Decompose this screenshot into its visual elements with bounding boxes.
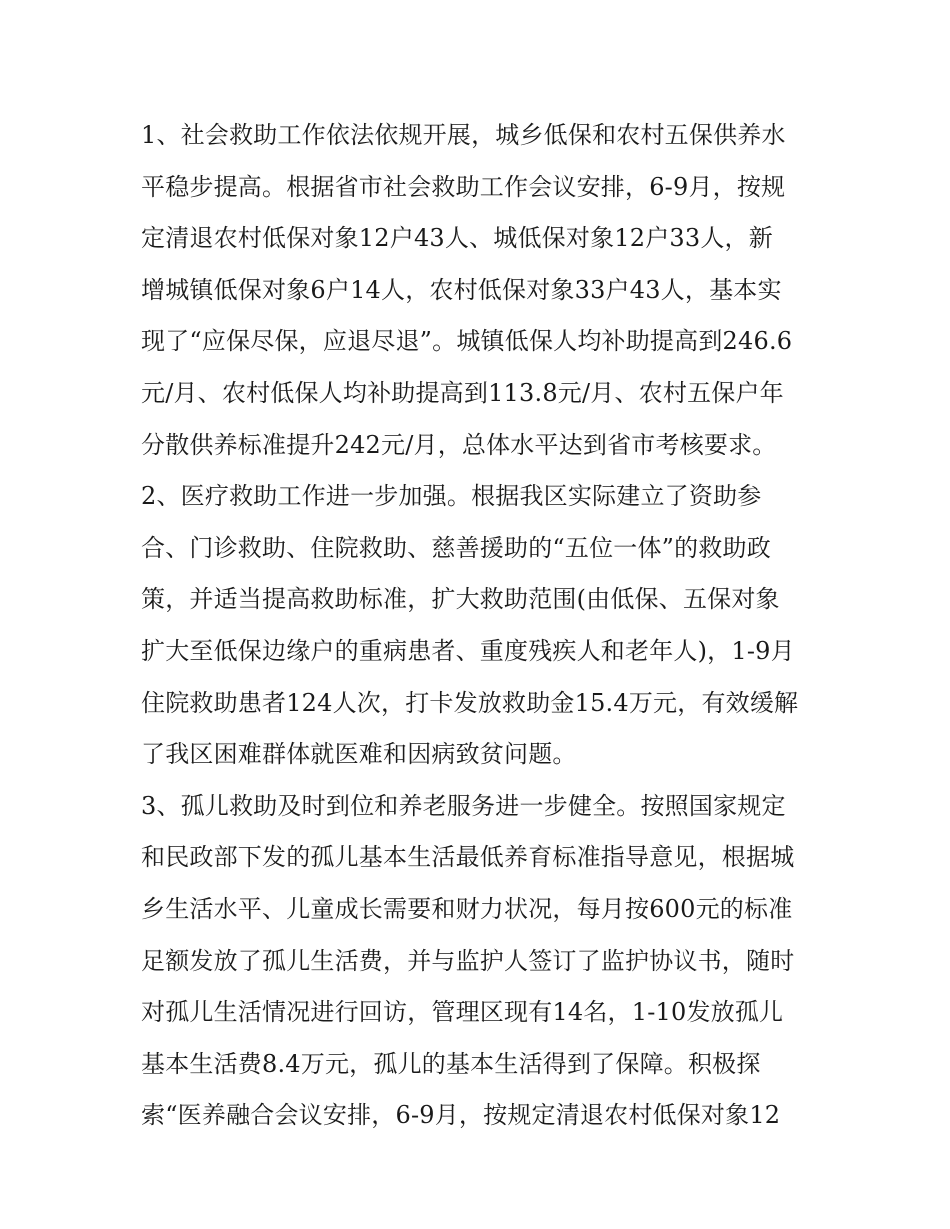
text-line: 元/月、农村低保人均补助提高到113.8元/月、农村五保户年 xyxy=(141,378,784,407)
text-line: 定清退农村低保对象12户43人、城低保对象12户33人，新 xyxy=(141,224,773,253)
text-line: 对孤儿生活情况进行回访，管理区现有14名，1-10发放孤儿 xyxy=(141,998,784,1027)
text-line: 索“医养融合会议安排，6-9月，按规定清退农村低保对象12 xyxy=(141,1101,781,1130)
text-line: 住院救助患者124人次，打卡发放救助金15.4万元，有效缓解 xyxy=(141,688,799,717)
text-line: 2、医疗救助工作进一步加强。根据我区实际建立了资助参 xyxy=(141,482,762,511)
text-line: 增城镇低保对象6户14人，农村低保对象33户43人，基本实 xyxy=(141,275,782,304)
text-line: 1、社会救助工作依法依规开展，城乡低保和农村五保供养水 xyxy=(141,121,786,149)
text-line: 足额发放了孤儿生活费，并与监护人签订了监护协议书，随时 xyxy=(141,946,795,975)
text-line: 基本生活费8.4万元，孤儿的基本生活得到了保障。积极探 xyxy=(141,1049,761,1078)
text-line: 策，并适当提高救助标准，扩大救助范围(由低保、五保对象 xyxy=(141,585,780,614)
text-line: 乡生活水平、儿童成长需要和财力状况，每月按600元的标准 xyxy=(141,894,793,923)
text-line: 3、孤儿救助及时到位和养老服务进一步健全。按照国家规定 xyxy=(141,791,786,820)
text-line: 扩大至低保边缘户的重病患者、重度残疾人和老年人)，1-9月 xyxy=(141,636,795,665)
text-line: 和民政部下发的孤儿基本生活最低养育标准指导意见，根据城 xyxy=(141,843,795,872)
text-line: 了我区困难群体就医难和因病致贫问题。 xyxy=(141,740,577,769)
text-line: 分散供养标准提升242元/月，总体水平达到省市考核要求。 xyxy=(141,430,777,459)
document-body xyxy=(141,110,821,1142)
text-line: 平稳步提高。根据省市社会救助工作会议安排，6-9月，按规 xyxy=(141,172,786,201)
text-line: 现了“应保尽保，应退尽退”。城镇低保人均补助提高到246.6 xyxy=(141,327,793,356)
text-line: 合、门诊救助、住院救助、慈善援助的“五位一体”的救助政 xyxy=(141,533,771,562)
